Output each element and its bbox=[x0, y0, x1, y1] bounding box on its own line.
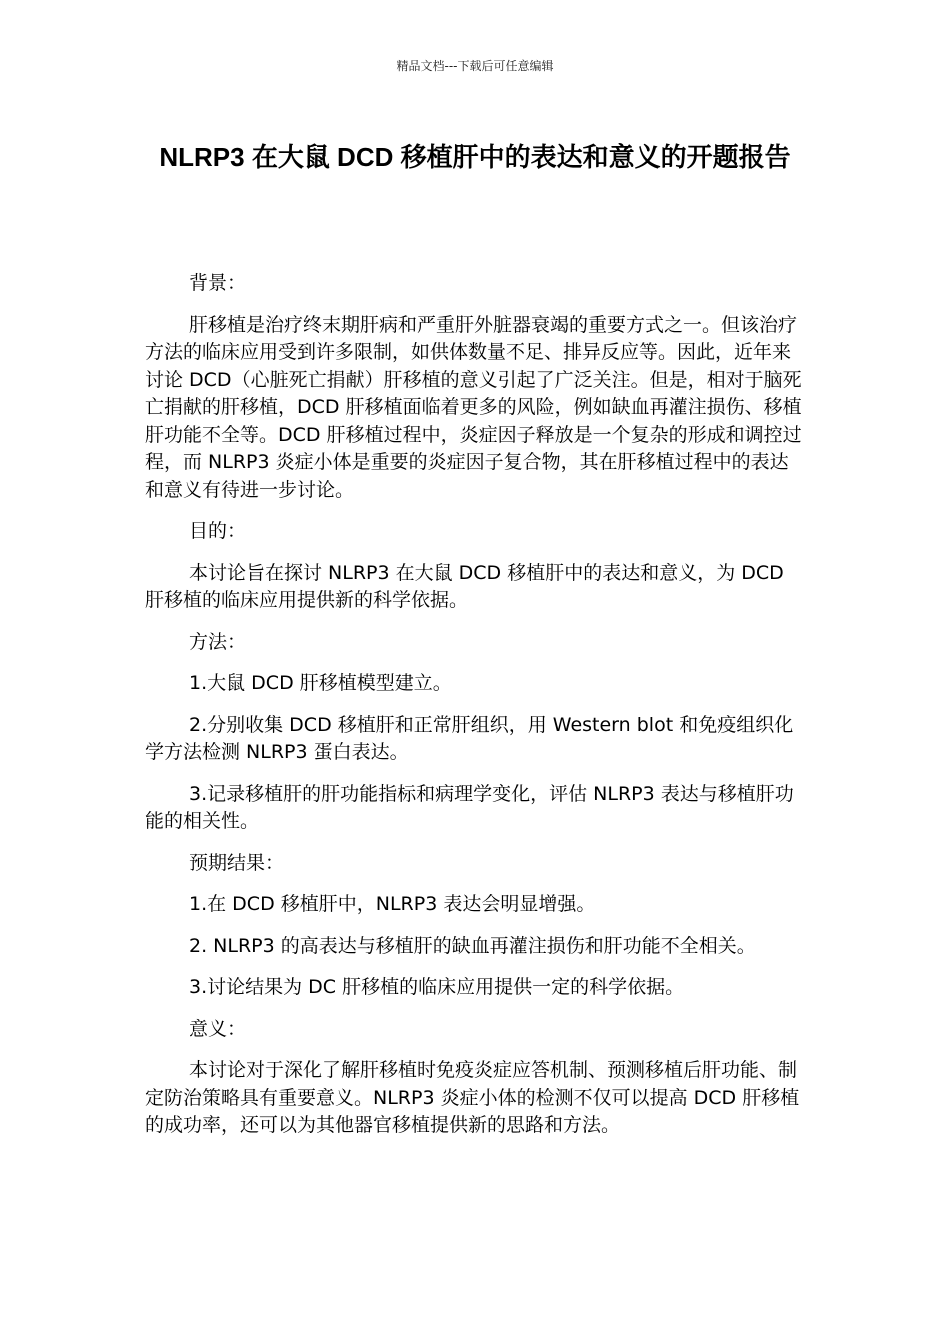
purpose-paragraph: 本讨论旨在探讨 NLRP3 在大鼠 DCD 移植肝中的表达和意义，为 DCD 肝移植的临床应用提供新的科学依据。 bbox=[145, 561, 784, 611]
section-heading-methods: 方法： bbox=[189, 630, 247, 653]
section-heading-purpose: 目的： bbox=[189, 520, 247, 542]
method-item-3: 3.记录移植肝的肝功能指标和病理学变化，评估 NLRP3 表达与移植肝功能的相关性。 bbox=[145, 782, 794, 832]
section-heading-background: 背景： bbox=[189, 272, 247, 294]
document-title: NLRP3 在大鼠 DCD 移植肝中的表达和意义的开题报告 bbox=[159, 142, 791, 172]
section-heading-expected-results: 预期结果： bbox=[189, 851, 285, 874]
method-item-2: 2.分别收集 DCD 移植肝和正常肝组织，用 Western blot 和免疫组织化学方法检测 NLRP3 蛋白表达。 bbox=[145, 713, 794, 763]
background-paragraph: 肝移植是治疗终末期肝病和严重肝外脏器衰竭的重要方式之一。但该治疗方法的临床应用受到许多限制，如供体数量不足、排异反应等。因此，近年来讨论 DCD（心脏死亡捐献）肝移植的意义引起了广泛关注。但是，相对于脑死亡捐献的肝移植，DCD 肝移植面临着更多的风险，例如缺血再灌注损伤、移植肝功能不全等。DCD 肝移植过程中，炎症因子释放是一个复杂的形成和调控过程，而 NLRP3 炎症小体是重要的炎症因子复合物，其在肝移植过程中的表达和意义有待进一步讨论。 bbox=[145, 313, 802, 501]
section-heading-significance: 意义： bbox=[189, 1017, 247, 1040]
page-header: 精品文档---下载后可任意编辑 bbox=[396, 59, 554, 73]
expected-result-item-1: 1.在 DCD 移植肝中，NLRP3 表达会明显增强。 bbox=[189, 893, 596, 915]
expected-result-item-2: 2. NLRP3 的高表达与移植肝的缺血再灌注损伤和肝功能不全相关。 bbox=[189, 934, 756, 957]
document-body bbox=[145, 270, 807, 1154]
method-item-1: 1.大鼠 DCD 肝移植模型建立。 bbox=[189, 672, 452, 694]
significance-paragraph: 本讨论对于深化了解肝移植时免疫炎症应答机制、预测移植后肝功能、制定防治策略具有重要意义。NLRP3 炎症小体的检测不仅可以提高 DCD 肝移植的成功率，还可以为其他器官移植提供新的思路和方法。 bbox=[145, 1059, 800, 1136]
expected-result-item-3: 3.讨论结果为 DC 肝移植的临床应用提供一定的科学依据。 bbox=[189, 976, 685, 998]
